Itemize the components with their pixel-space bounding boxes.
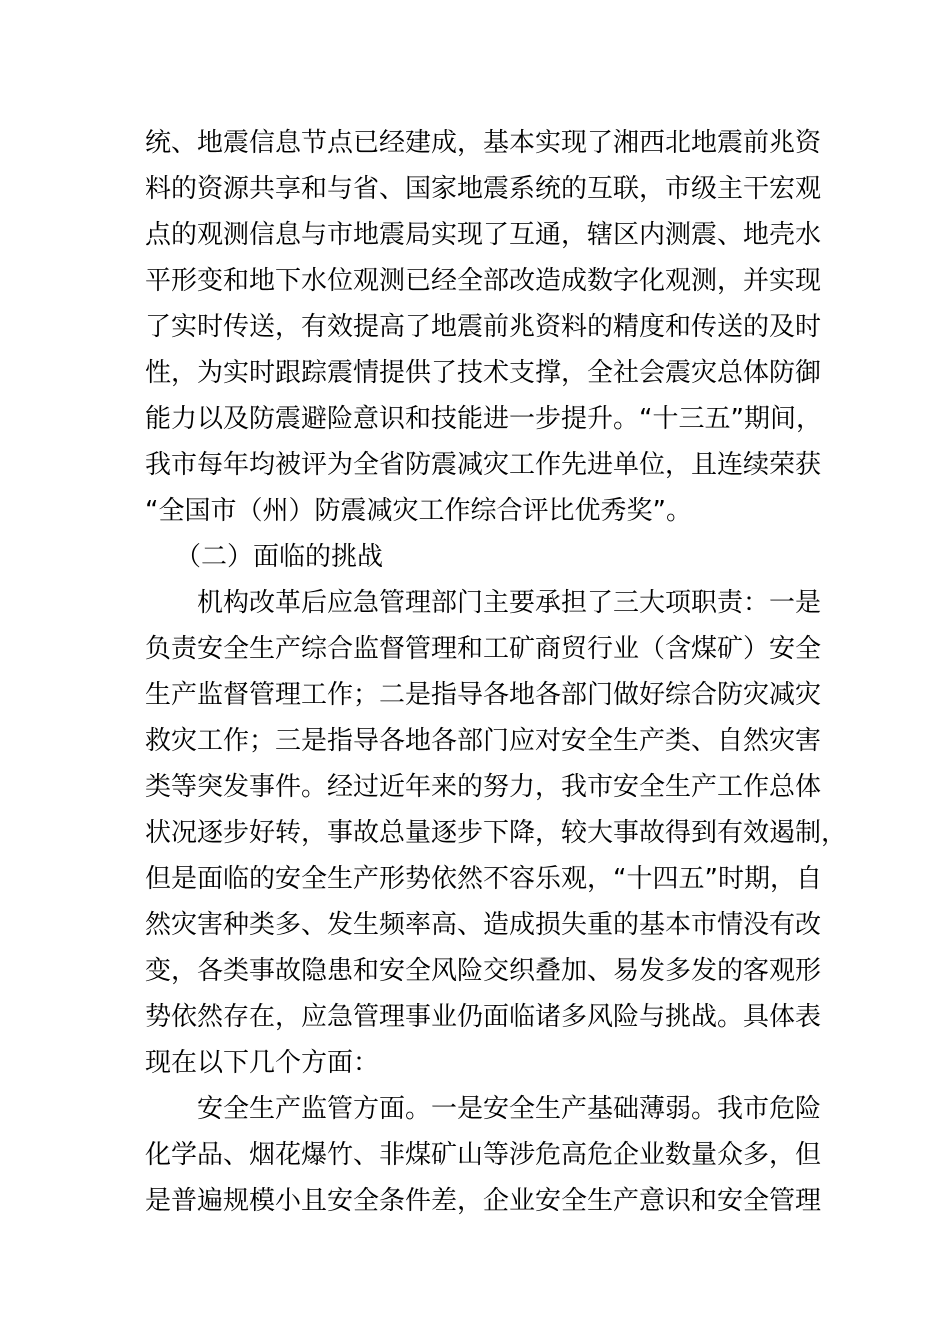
text-line: 统、地震信息节点已经建成，基本实现了湘西北地震前兆资 — [145, 128, 822, 158]
text-line: 势依然存在，应急管理事业仍面临诸多风险与挑战。具体表 — [145, 1002, 822, 1032]
text-line: 性，为实时跟踪震情提供了技术支撑，全社会震灾总体防御 — [145, 358, 822, 388]
text-line: 是普遍规模小且安全条件差，企业安全生产意识和安全管理 — [145, 1186, 822, 1216]
text-line: “全国市（州）防震减灾工作综合评比优秀奖”。 — [145, 496, 692, 526]
text-line: 救灾工作；三是指导各地各部门应对安全生产类、自然灾害 — [145, 726, 822, 756]
text-line: 机构改革后应急管理部门主要承担了三大项职责：一是 — [197, 588, 822, 618]
text-line: 状况逐步好转，事故总量逐步下降，较大事故得到有效遏制， — [145, 818, 848, 848]
text-line: 生产监督管理工作；二是指导各地各部门做好综合防灾减灾 — [145, 680, 822, 710]
text-line: 点的观测信息与市地震局实现了互通，辖区内测震、地壳水 — [145, 220, 822, 250]
paragraph-safety-supervision — [145, 1086, 822, 1224]
text-line: 料的资源共享和与省、国家地震系统的互联，市级主干宏观 — [145, 174, 822, 204]
text-line: 平形变和地下水位观测已经全部改造成数字化观测，并实现 — [145, 266, 822, 296]
paragraph-earthquake-achievements — [145, 120, 822, 534]
text-line: 现在以下几个方面： — [145, 1048, 380, 1078]
text-line: 我市每年均被评为全省防震减灾工作先进单位，且连续荣获 — [145, 450, 822, 480]
text-line: 然灾害种类多、发生频率高、造成损失重的基本市情没有改 — [145, 910, 822, 940]
text-line: 但是面临的安全生产形势依然不容乐观，“十四五”时期，自 — [145, 864, 822, 894]
text-line: 化学品、烟花爆竹、非煤矿山等涉危高危企业数量众多，但 — [145, 1140, 822, 1170]
text-line: 变，各类事故隐患和安全风险交织叠加、易发多发的客观形 — [145, 956, 822, 986]
text-line: 能力以及防震避险意识和技能进一步提升。“十三五”期间， — [145, 404, 822, 434]
text-line: 负责安全生产综合监督管理和工矿商贸行业（含煤矿）安全 — [145, 634, 822, 664]
text-line: 了实时传送，有效提高了地震前兆资料的精度和传送的及时 — [145, 312, 822, 342]
document-page — [145, 120, 848, 1224]
text-line: 安全生产监管方面。一是安全生产基础薄弱。我市危险 — [197, 1094, 822, 1124]
paragraph-responsibilities — [145, 580, 848, 1086]
text-line: 类等突发事件。经过近年来的努力，我市安全生产工作总体 — [145, 772, 822, 802]
section-heading: （二）面临的挑战 — [175, 542, 384, 572]
